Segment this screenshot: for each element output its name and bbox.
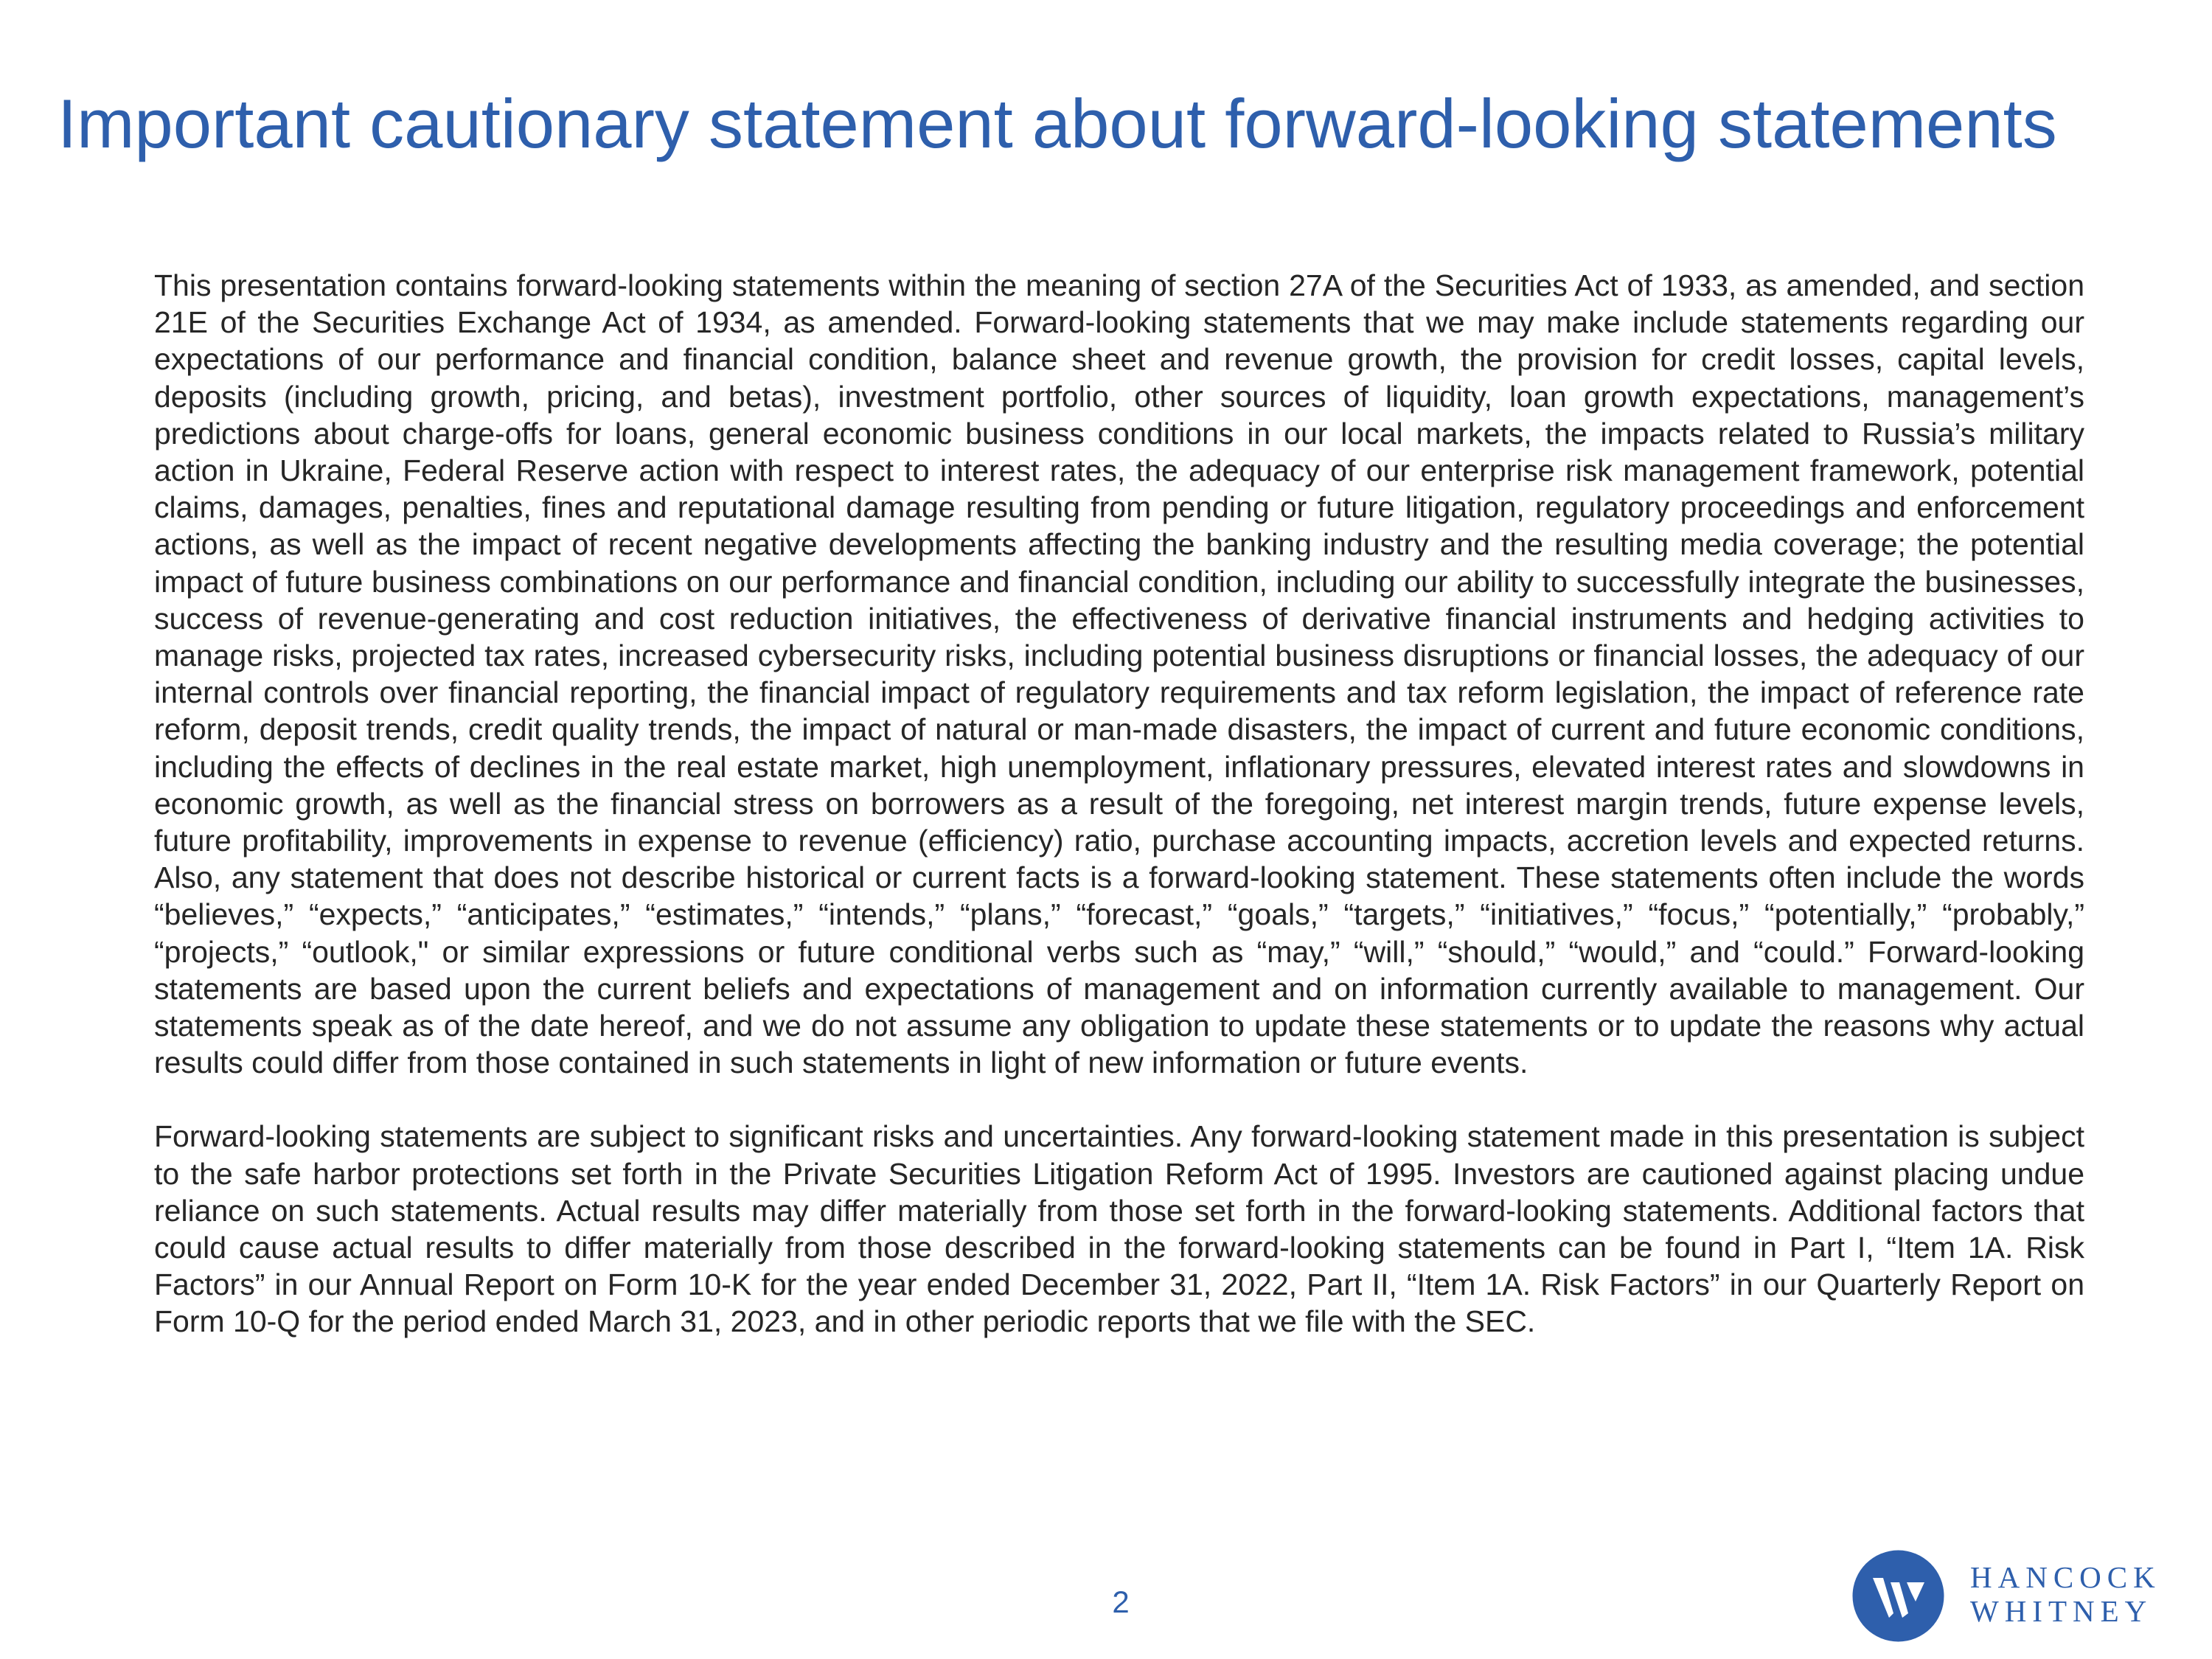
- logo-line-1: HANCOCK: [1970, 1560, 2161, 1594]
- logo-wordmark: [1970, 1560, 2161, 1628]
- page-title: Important cautionary statement about forward-looking statements: [58, 85, 2057, 162]
- paragraph-forward-looking: This presentation contains forward-looking statements within the meaning of section 27A of the Securities Act of 1933, as amended, and section 21E of the Securities Exchange Act of 1934, as amended. Forward-looking statements that we may make include statements regarding our expectations of our performance and financial condition, balance sheet and revenue growth, the provision for credit losses, capital levels, deposits (including growth, pricing, and betas), investment portfolio, other sources of liquidity, loan growth expectations, management’s predictions about charge-offs for loans, general economic business conditions in our local markets, the impacts related to Russia’s military action in Ukraine, Federal Reserve action with respect to interest rates, the adequacy of our enterprise risk management framework, potential claims, damages, penalties, fines and reputational damage resulting from pending or future litigation, regulatory proceedings and enforcement actions, as well as the impact of recent negative developments affecting the banking industry and the resulting media coverage; the potential impact of future business combinations on our performance and financial condition, including our ability to successfully integrate the businesses, success of revenue-generating and cost reduction initiatives, the effectiveness of derivative financial instruments and hedging activities to manage risks, projected tax rates, increased cybersecurity risks, including potential business disruptions or financial losses, the adequacy of our internal controls over financial reporting, the financial impact of regulatory requirements and tax reform legislation, the impact of reference rate reform, deposit trends, credit quality trends, the impact of natural or man-made disasters, the impact of current and future economic conditions, including the effects of declines in the real estate market, high unemployment, inflationary pressures, elevated interest rates and slowdowns in economic growth, as well as the financial stress on borrowers as a result of the foregoing, net interest margin trends, future expense levels, future profitability, improvements in expense to revenue (efficiency) ratio, purchase accounting impacts, accretion levels and expected returns. Also, any statement that does not describe historical or current facts is a forward-looking statement. These statements often include the words “believes,” “expects,” “anticipates,” “estimates,” “intends,” “plans,” “forecast,” “goals,” “targets,” “initiatives,” “focus,” “potentially,” “probably,” “projects,” “outlook," or similar expressions or future conditional verbs such as “may,” “will,” “should,” “would,” and “could.” Forward-looking statements are based upon the current beliefs and expectations of management and on information currently available to management. Our statements speak as of the date hereof, and we do not assume any obligation to update these statements or to update the reasons why actual results could differ from those contained in such statements in light of new information or future events.: [154, 268, 2084, 1080]
- paragraph-risks: Forward-looking statements are subject to significant risks and uncertainties. Any forward-looking statement made in this presentation is subject to the safe harbor protections set forth in the Private Securities Litigation Reform Act of 1995. Investors are cautioned against placing undue reliance on such statements. Actual results may differ materially from those set forth in the forward-looking statements. Additional factors that could cause actual results to differ materially from those described in the forward-looking statements can be found in Part I, “Item 1A. Risk Factors” in our Annual Report on Form 10-K for the year ended December 31, 2022, Part II, “Item 1A. Risk Factors” in our Quarterly Report on Form 10-Q for the period ended March 31, 2023, and in other periodic reports that we file with the SEC.: [154, 1119, 2084, 1339]
- hw-monogram-icon: [1852, 1550, 1944, 1642]
- company-logo: [1852, 1550, 2177, 1642]
- page-number: 2: [1112, 1585, 1130, 1619]
- body-text: [154, 267, 2084, 1340]
- logo-line-2: WHITNEY: [1970, 1594, 2153, 1628]
